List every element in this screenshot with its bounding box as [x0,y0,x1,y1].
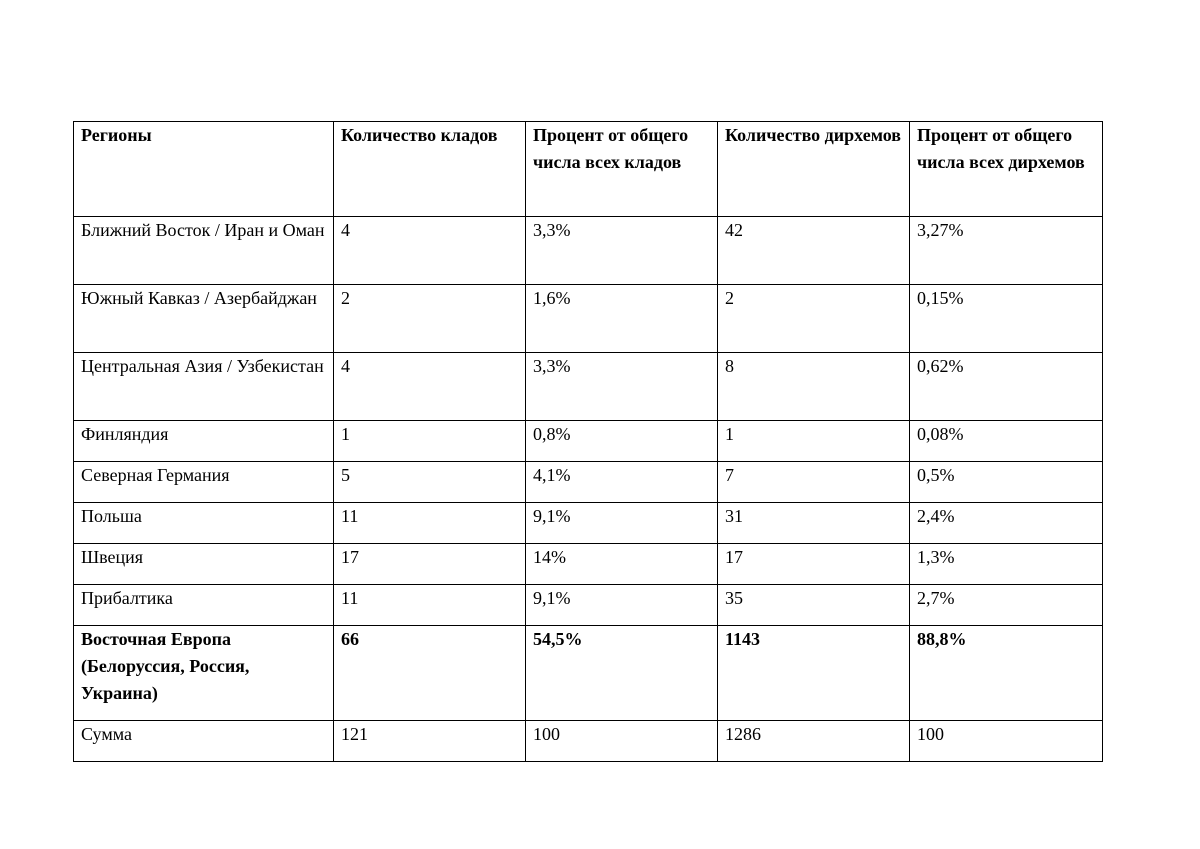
cell-hoard-count: 1 [334,421,526,462]
cell-region: Польша [74,503,334,544]
cell-hoard-percent: 3,3% [526,353,718,421]
cell-hoard-count: 11 [334,503,526,544]
cell-hoard-count: 121 [334,721,526,762]
cell-dirham-count: 1 [718,421,910,462]
header-hoard-percent: Процент от общего числа всех кладов [526,122,718,217]
table-row [74,544,1103,585]
cell-region: Швеция [74,544,334,585]
cell-dirham-count: 2 [718,285,910,353]
cell-hoard-percent: 100 [526,721,718,762]
cell-dirham-percent: 1,3% [910,544,1103,585]
cell-region: Прибалтика [74,585,334,626]
table-row-highlighted [74,626,1103,721]
cell-dirham-count: 42 [718,217,910,285]
cell-dirham-count: 8 [718,353,910,421]
hoards-table [73,121,1103,762]
header-regions: Регионы [74,122,334,217]
cell-hoard-count: 4 [334,217,526,285]
cell-dirham-count: 1286 [718,721,910,762]
table-header-row [74,122,1103,217]
cell-dirham-percent: 2,7% [910,585,1103,626]
cell-dirham-count: 17 [718,544,910,585]
cell-hoard-percent: 4,1% [526,462,718,503]
table-row [74,217,1103,285]
cell-dirham-percent: 100 [910,721,1103,762]
cell-region: Финляндия [74,421,334,462]
cell-region: Восточная Европа (Белоруссия, Россия, Украина) [74,626,334,721]
cell-dirham-count: 1143 [718,626,910,721]
table-row [74,353,1103,421]
header-dirham-count: Количество дирхемов [718,122,910,217]
cell-hoard-percent: 9,1% [526,503,718,544]
header-hoard-count: Количество кладов [334,122,526,217]
cell-region: Сумма [74,721,334,762]
cell-hoard-percent: 0,8% [526,421,718,462]
cell-dirham-percent: 3,27% [910,217,1103,285]
header-dirham-percent: Процент от общего числа всех дирхемов [910,122,1103,217]
cell-region: Северная Германия [74,462,334,503]
cell-region: Южный Кавказ / Азербайджан [74,285,334,353]
table-row [74,585,1103,626]
table-row [74,462,1103,503]
cell-hoard-count: 4 [334,353,526,421]
cell-hoard-count: 11 [334,585,526,626]
cell-hoard-percent: 54,5% [526,626,718,721]
table-row [74,285,1103,353]
cell-dirham-percent: 0,15% [910,285,1103,353]
cell-hoard-count: 5 [334,462,526,503]
cell-hoard-percent: 1,6% [526,285,718,353]
cell-dirham-count: 7 [718,462,910,503]
cell-hoard-percent: 3,3% [526,217,718,285]
cell-dirham-percent: 0,5% [910,462,1103,503]
cell-dirham-count: 35 [718,585,910,626]
cell-region: Ближний Восток / Иран и Оман [74,217,334,285]
cell-dirham-percent: 0,08% [910,421,1103,462]
cell-hoard-percent: 9,1% [526,585,718,626]
table-row [74,503,1103,544]
cell-region: Центральная Азия / Узбекистан [74,353,334,421]
cell-hoard-count: 17 [334,544,526,585]
cell-hoard-count: 2 [334,285,526,353]
table-row [74,421,1103,462]
cell-dirham-percent: 2,4% [910,503,1103,544]
cell-hoard-count: 66 [334,626,526,721]
cell-dirham-percent: 0,62% [910,353,1103,421]
cell-dirham-percent: 88,8% [910,626,1103,721]
table-row-total [74,721,1103,762]
cell-hoard-percent: 14% [526,544,718,585]
cell-dirham-count: 31 [718,503,910,544]
